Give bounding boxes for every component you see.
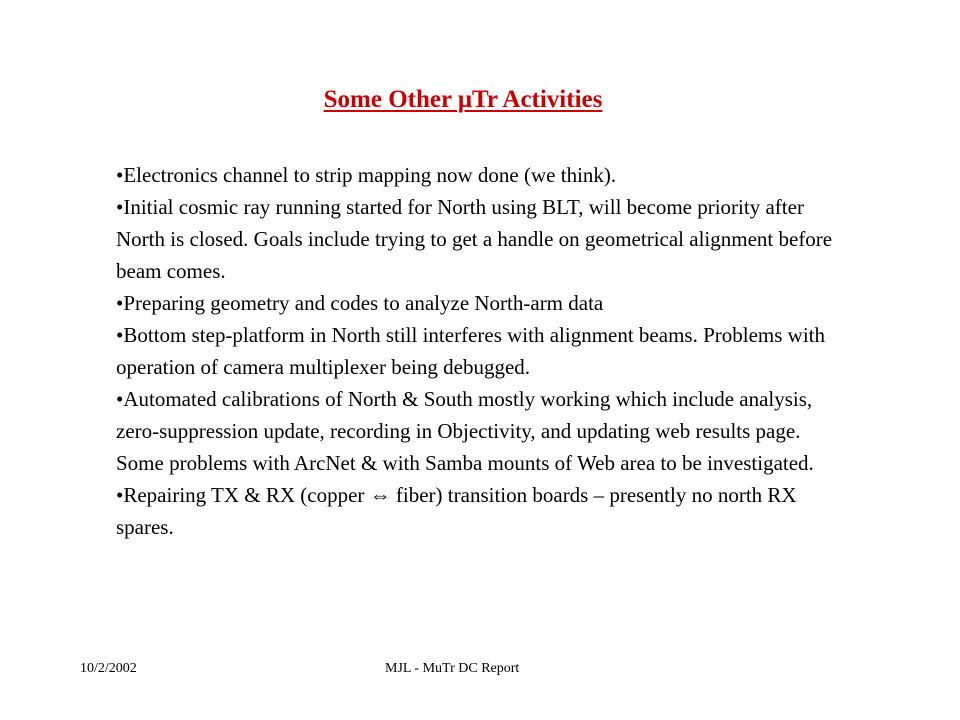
bullet-item: •Automated calibrations of North & South mostly working which include analysis, zero-suppression update, recording in Objectivity, and updating web results page. Some problems with ArcNet & with Samba mounts of Web area to be investigated. — [116, 387, 814, 475]
bullet-item: •Bottom step-platform in North still interferes with alignment beams. Problems with operation of camera multiplexer being debugged. — [116, 323, 825, 379]
bullet-item: •Initial cosmic ray running started for North using BLT, will become priority after North is closed. Goals include trying to get a handle on geometrical alignment before beam comes. — [116, 195, 833, 283]
footer-title: MJL - MuTr DC Report — [385, 661, 520, 676]
bullet-item: •Repairing TX & RX (copper ⇔ fiber) transition boards – presently no north RX spares. — [116, 483, 797, 539]
footer-date: 10/2/2002 — [80, 661, 137, 676]
bullet-list — [116, 159, 836, 543]
bullet-item: •Preparing geometry and codes to analyze North-arm data — [116, 291, 604, 315]
slide-title: Some Other μTr Activities — [323, 86, 603, 113]
bullet-item: •Electronics channel to strip mapping now done (we think). — [116, 163, 617, 187]
